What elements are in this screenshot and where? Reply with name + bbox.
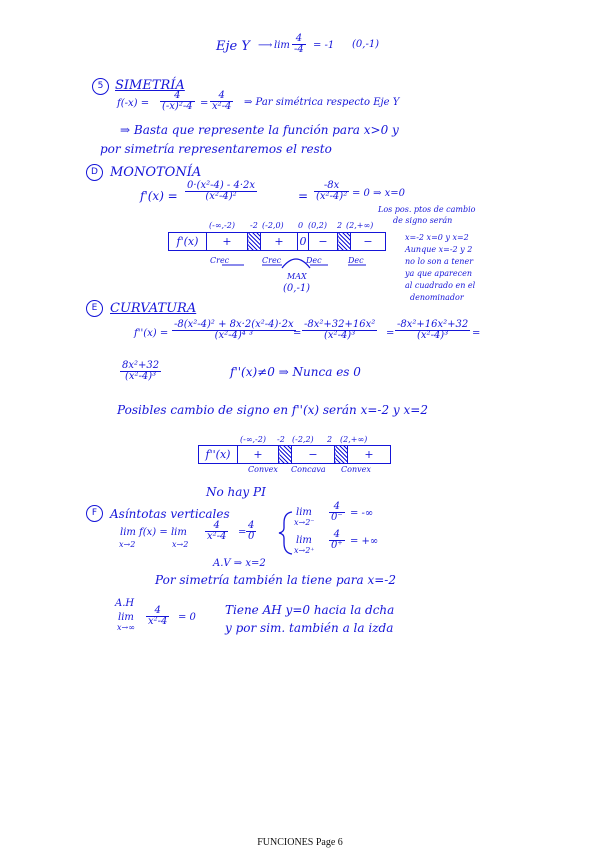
monotonia-note-7: al cuadrado en el xyxy=(405,281,476,290)
curvatura-interval-3: (-2,2) xyxy=(292,435,314,444)
simetria-frac1: $\frac{4}{\text{(-x)²-4}}$ xyxy=(162,90,193,112)
monotonia-note-3: x=-2 x=0 y x=2 xyxy=(405,233,469,242)
simetria-conclusion: ⇒ Par simétrica respecto Eje Y xyxy=(244,97,400,108)
eje-y-fraction: $\frac{4}{-4}$ xyxy=(294,33,304,55)
monotonia-deriv-left: f'(x) = xyxy=(140,189,178,203)
simetria-f-left: f(-x) = xyxy=(117,98,150,109)
simetria-frac2: $\frac{4}{\text{x²-4}}$ xyxy=(212,90,232,112)
asintotas-lim-frac: $\frac{4}{\text{x²-4}}$ xyxy=(207,520,227,542)
monotonia-interval-4: 0 xyxy=(298,221,304,230)
curvatura-d2-eq1: = xyxy=(293,328,302,339)
monotonia-max-label: MAX xyxy=(287,272,307,281)
curvatura-d2-zero: f''(x)≠0 ⇒ Nunca es 0 xyxy=(230,365,361,379)
monotonia-row-label: f'(x) xyxy=(169,233,207,251)
monotonia-note-6: ya que aparecen xyxy=(405,269,472,278)
monotonia-deriv-eq: = xyxy=(298,189,309,203)
asintotas-lim-frac2: $\frac{4}{0}$ xyxy=(248,520,255,542)
page-footer: FUNCIONES Page 6 xyxy=(257,837,343,848)
monotonia-deriv-frac2: $\frac{-8x}{\text{(x²-4)²}}$ xyxy=(316,180,348,202)
asintotas-av: A.V ⇒ x=2 xyxy=(213,558,266,569)
eje-y-point: (0,-1) xyxy=(352,39,380,50)
monotonia-note-4: Aunque x=-2 y 2 xyxy=(405,245,473,254)
section-label-curvatura: E xyxy=(86,300,103,317)
monotonia-sign-4: 0 xyxy=(298,233,309,251)
curvatura-d2-left: f''(x) = xyxy=(134,328,169,339)
curvatura-d2-frac3: $\frac{\text{-8x²+16x²+32}}{\text{(x²-4)³}}$ xyxy=(397,319,469,341)
asintotas-side2-lim: lim xyxy=(296,535,312,546)
asintotas-lim-eq: = xyxy=(238,527,247,538)
curvatura-interval-5: (2,+∞) xyxy=(340,435,368,444)
asintotas-ah-line1: Tiene AH y=0 hacia la dcha xyxy=(225,603,395,617)
monotonia-note-2: de signo serán xyxy=(393,216,453,225)
monotonia-sign-5: − xyxy=(309,233,338,251)
eje-y-label: Eje Y xyxy=(216,39,250,54)
asintotas-ah-lim: lim xyxy=(118,612,134,623)
monotonia-behaviour-4: Dec xyxy=(348,256,364,265)
curvatura-sign-1: + xyxy=(238,446,279,464)
monotonia-deriv-frac: $\frac{\text{0·(x²-4) - 4·2x}}{\text{(x²-4)²}}$ xyxy=(187,180,256,202)
curvatura-d2-eq2: = xyxy=(386,328,395,339)
curvatura-row-label: f''(x) xyxy=(199,446,238,464)
section-label-asintotas: F xyxy=(86,505,103,522)
curvatura-d2-frac2: $\frac{\text{-8x²+32+16x²}}{\text{(x²-4)³}}$ xyxy=(304,319,376,341)
simetria-text-line1: ⇒ Basta que represente la función para x>0 y xyxy=(120,123,399,137)
curvatura-sign-5: + xyxy=(348,446,391,464)
curvatura-interval-2: -2 xyxy=(277,435,285,444)
asintotas-av-sym: Por simetría también la tiene para x=-2 xyxy=(155,573,396,587)
monotonia-max-point: (0,-1) xyxy=(283,283,311,294)
eje-y-arrow: ⟶ xyxy=(258,40,273,51)
monotonia-interval-7: (2,+∞) xyxy=(346,221,374,230)
monotonia-sign-3: + xyxy=(261,233,298,251)
monotonia-behaviour-3: Dec xyxy=(306,256,322,265)
section-label-simetria: 5 xyxy=(92,78,109,95)
simetria-text-line2: por simetría representaremos el resto xyxy=(100,142,332,156)
asintotas-ah-title: A.H xyxy=(115,598,135,609)
monotonia-behaviour-1: Crec xyxy=(210,256,230,265)
monotonia-interval-6: 2 xyxy=(337,221,343,230)
curvatura-d2-frac4: $\frac{\text{8x²+32}}{\text{(x²-4)³}}$ xyxy=(122,360,160,382)
section-title-simetria: SIMETRÍA xyxy=(115,78,185,93)
asintotas-ah-line2: y por sim. también a la izda xyxy=(225,621,394,635)
curvatura-no-pi: No hay PI xyxy=(206,485,266,499)
monotonia-note-1: Los pos. ptos de cambio xyxy=(378,205,476,214)
monotonia-behaviour-2: Crec xyxy=(262,256,282,265)
monotonia-sign-7: − xyxy=(351,233,386,251)
monotonia-interval-1: (-∞,-2) xyxy=(209,221,235,230)
asintotas-side2-res: = +∞ xyxy=(350,536,379,547)
curvatura-interval-4: 2 xyxy=(327,435,333,444)
asintotas-side1-lim: lim xyxy=(296,507,312,518)
asintotas-side1-sub: x→2⁻ xyxy=(294,518,315,527)
curvatura-sign-3: − xyxy=(292,446,335,464)
section-title-asintotas: Asíntotas verticales xyxy=(110,507,230,521)
asintotas-ah-res: = 0 xyxy=(178,612,196,623)
monotonia-deriv-zero: = 0 ⇒ x=0 xyxy=(352,188,406,199)
monotonia-sign-1: + xyxy=(207,233,248,251)
simetria-eq: = xyxy=(200,98,209,109)
monotonia-interval-5: (0,2) xyxy=(308,221,327,230)
section-title-monotonia: MONOTONÍA xyxy=(110,165,202,180)
asintotas-side1-res: = -∞ xyxy=(350,508,374,519)
asintotas-lim-sub2: x→2 xyxy=(172,540,189,549)
section-label-monotonia: D xyxy=(86,164,103,181)
curvatura-behaviour-1: Convex xyxy=(248,465,278,474)
monotonia-interval-2: -2 xyxy=(250,221,258,230)
monotonia-note-5: no lo son a tener xyxy=(405,257,474,266)
curvatura-d2-eq3: = xyxy=(472,328,481,339)
curvatura-behaviour-2: Concava xyxy=(291,465,326,474)
curvatura-behaviour-3: Convex xyxy=(341,465,371,474)
asintotas-side2-frac: $\frac{4}{0^+}$ xyxy=(331,529,343,551)
asintotas-ah-sub: x→∞ xyxy=(117,623,135,632)
curvatura-interval-1: (-∞,-2) xyxy=(240,435,266,444)
asintotas-ah-frac: $\frac{4}{\text{x²-4}}$ xyxy=(148,605,168,627)
asintotas-lim-left: lim f(x) = lim xyxy=(120,527,187,538)
section-title-curvatura: CURVATURA xyxy=(110,301,197,316)
asintotas-side2-sub: x→2⁺ xyxy=(294,546,315,555)
asintotas-side1-frac: $\frac{4}{0^-}$ xyxy=(331,501,343,523)
eje-y-lim: lim xyxy=(274,40,290,51)
curvatura-posibles: Posibles cambio de signo en f''(x) serán x=-2 y x=2 xyxy=(117,403,428,417)
eje-y-result: = -1 xyxy=(313,40,335,51)
asintotas-lim-sub1: x→2 xyxy=(119,540,136,549)
monotonia-note-8: denominador xyxy=(410,293,464,302)
curvatura-d2-frac: $\frac{\text{-8(x²-4)² + 8x·2(x²-4)·2x}}{\text{(x²-4)⁴ ³}}$ xyxy=(174,319,294,341)
monotonia-interval-3: (-2,0) xyxy=(262,221,284,230)
